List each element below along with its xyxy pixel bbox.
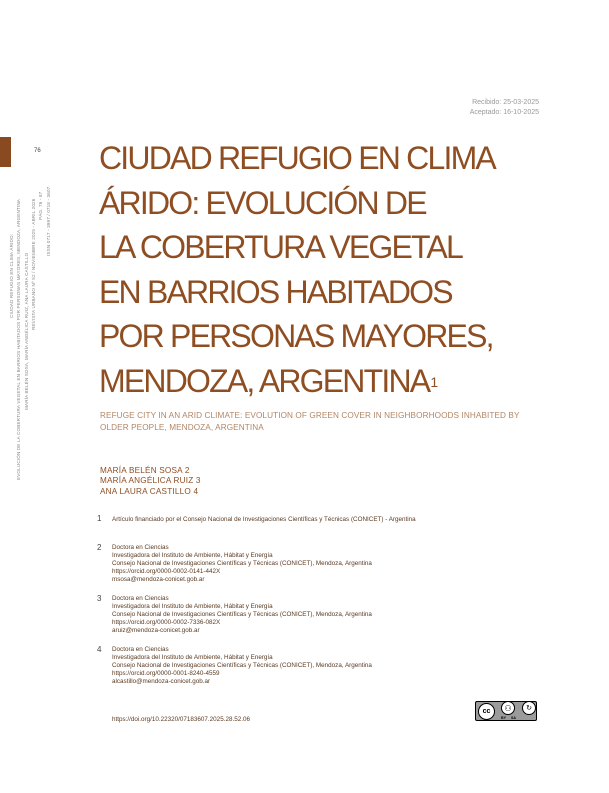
footnote (97, 594, 567, 635)
title-line: EN BARRIOS HABITADOS (99, 273, 452, 310)
title-line: CIUDAD REFUGIO EN CLIMA (99, 140, 495, 176)
side-running-subtitle: EVOLUCIÓN DE LA COBERTURA VEGETAL EN BARRIOS HABITADOS POR PERSONAS MAYORES, MENDOZA, ARGENTINA (16, 199, 21, 480)
license-by-label: BY (501, 716, 506, 720)
received-date: Recibido: 25-03-2025 (472, 99, 539, 106)
footnote-number: 3 (97, 594, 102, 603)
institution: Consejo Nacional de Investigaciones Científicas y Técnicas (CONICET), Mendoza, Argentina (112, 560, 372, 567)
degree: Doctora en Ciencias (112, 595, 169, 602)
title-line: POR PERSONAS MAYORES, (99, 318, 493, 354)
footnote (97, 645, 567, 686)
affiliation: Investigadora del Instituto de Ambiente, Hábitat y Energía (112, 552, 273, 559)
side-running-authors: MARÍA BELÉN SOSA, MARÍA ANGÉLICA RUIZ, ANA LAURA CASTILLO (24, 252, 29, 410)
author-list (100, 466, 201, 497)
title-line-last (99, 359, 569, 404)
cc-icon: cc (478, 703, 495, 720)
footnote-number: 1 (97, 514, 102, 523)
title-line: ÁRIDO: EVOLUCIÓN DE (99, 184, 426, 221)
email-link[interactable]: aruiz@mendoza-conicet.gob.ar (112, 627, 200, 634)
title-line: LA COBERTURA VEGETAL (99, 229, 462, 265)
title-line: MENDOZA, ARGENTINA (99, 362, 430, 399)
institution: Consejo Nacional de Investigaciones Científicas y Técnicas (CONICET), Mendoza, Argentina (112, 611, 372, 618)
affiliation: Investigadora del Instituto de Ambiente, Hábitat y Energía (112, 603, 273, 610)
orcid-link[interactable]: https://orcid.org/0000-0002-7336-082X (112, 619, 221, 626)
cc-license-badge[interactable] (475, 701, 537, 721)
orcid-link[interactable]: https://orcid.org/0000-0002-0141-442X (112, 568, 221, 575)
article-title (99, 136, 569, 403)
footnote-number: 2 (97, 543, 102, 552)
english-title: REFUGE CITY IN AN ARID CLIMATE: EVOLUTION OF GREEN COVER IN NEIGHBORHOODS INHABITED BY OLDER PEOPLE, MENDOZA, ARGENTINA (100, 411, 520, 432)
author-notes (97, 514, 567, 686)
author: ANA LAURA CASTILLO 4 (100, 486, 199, 496)
received-dates (470, 98, 539, 118)
orcid-link[interactable]: https://orcid.org/0000-0001-8240-4559 (112, 670, 220, 677)
title-footnote-marker: 1 (430, 373, 439, 390)
attribution-person-icon: ⚇ (501, 701, 515, 715)
degree: Doctora en Ciencias (112, 646, 169, 653)
license-sa-label: SA (511, 716, 516, 720)
license-labels (501, 716, 516, 720)
page-number: 76 (34, 148, 41, 154)
side-issn: ISSN 0717 - 3997 / 0718 - 3607 (46, 186, 51, 256)
doi-link[interactable]: https://doi.org/10.22320/07183607.2025.28.52.06 (112, 716, 250, 723)
affiliation: Investigadora del Instituto de Ambiente, Hábitat y Energía (112, 654, 273, 661)
footnote (97, 514, 567, 524)
side-running-title: CIUDAD REFUGIO EN CLIMA ÁRIDO: (9, 233, 14, 318)
degree: Doctora en Ciencias (112, 544, 169, 551)
footnote-number: 4 (97, 645, 102, 654)
accepted-date: Aceptado: 16-10-2025 (469, 109, 539, 116)
email-link[interactable]: alcastillo@mendoza-conicet.gob.ar (112, 678, 211, 685)
email-link[interactable]: msosa@mendoza-conicet.gob.ar (112, 576, 205, 583)
author: MARÍA ANGÉLICA RUIZ 3 (100, 476, 201, 486)
footnote-text: Artículo financiado por el Consejo Nacional de Investigaciones Científicas y Técnicas (CONICET) - Argentina (112, 516, 416, 523)
side-page-range: PÁG. 76 - 87 (38, 191, 43, 220)
section-accent-bar (0, 137, 11, 167)
side-journal-issue: REVISTA URBANO Nº 52 / NOVIEMBRE 2025 - ABRIL 2026 (31, 198, 36, 330)
share-alike-icon: ↻ (522, 701, 536, 715)
footnote (97, 543, 567, 584)
author: MARÍA BELÉN SOSA 2 (100, 466, 190, 475)
institution: Consejo Nacional de Investigaciones Científicas y Técnicas (CONICET), Mendoza, Argentina (112, 662, 372, 669)
